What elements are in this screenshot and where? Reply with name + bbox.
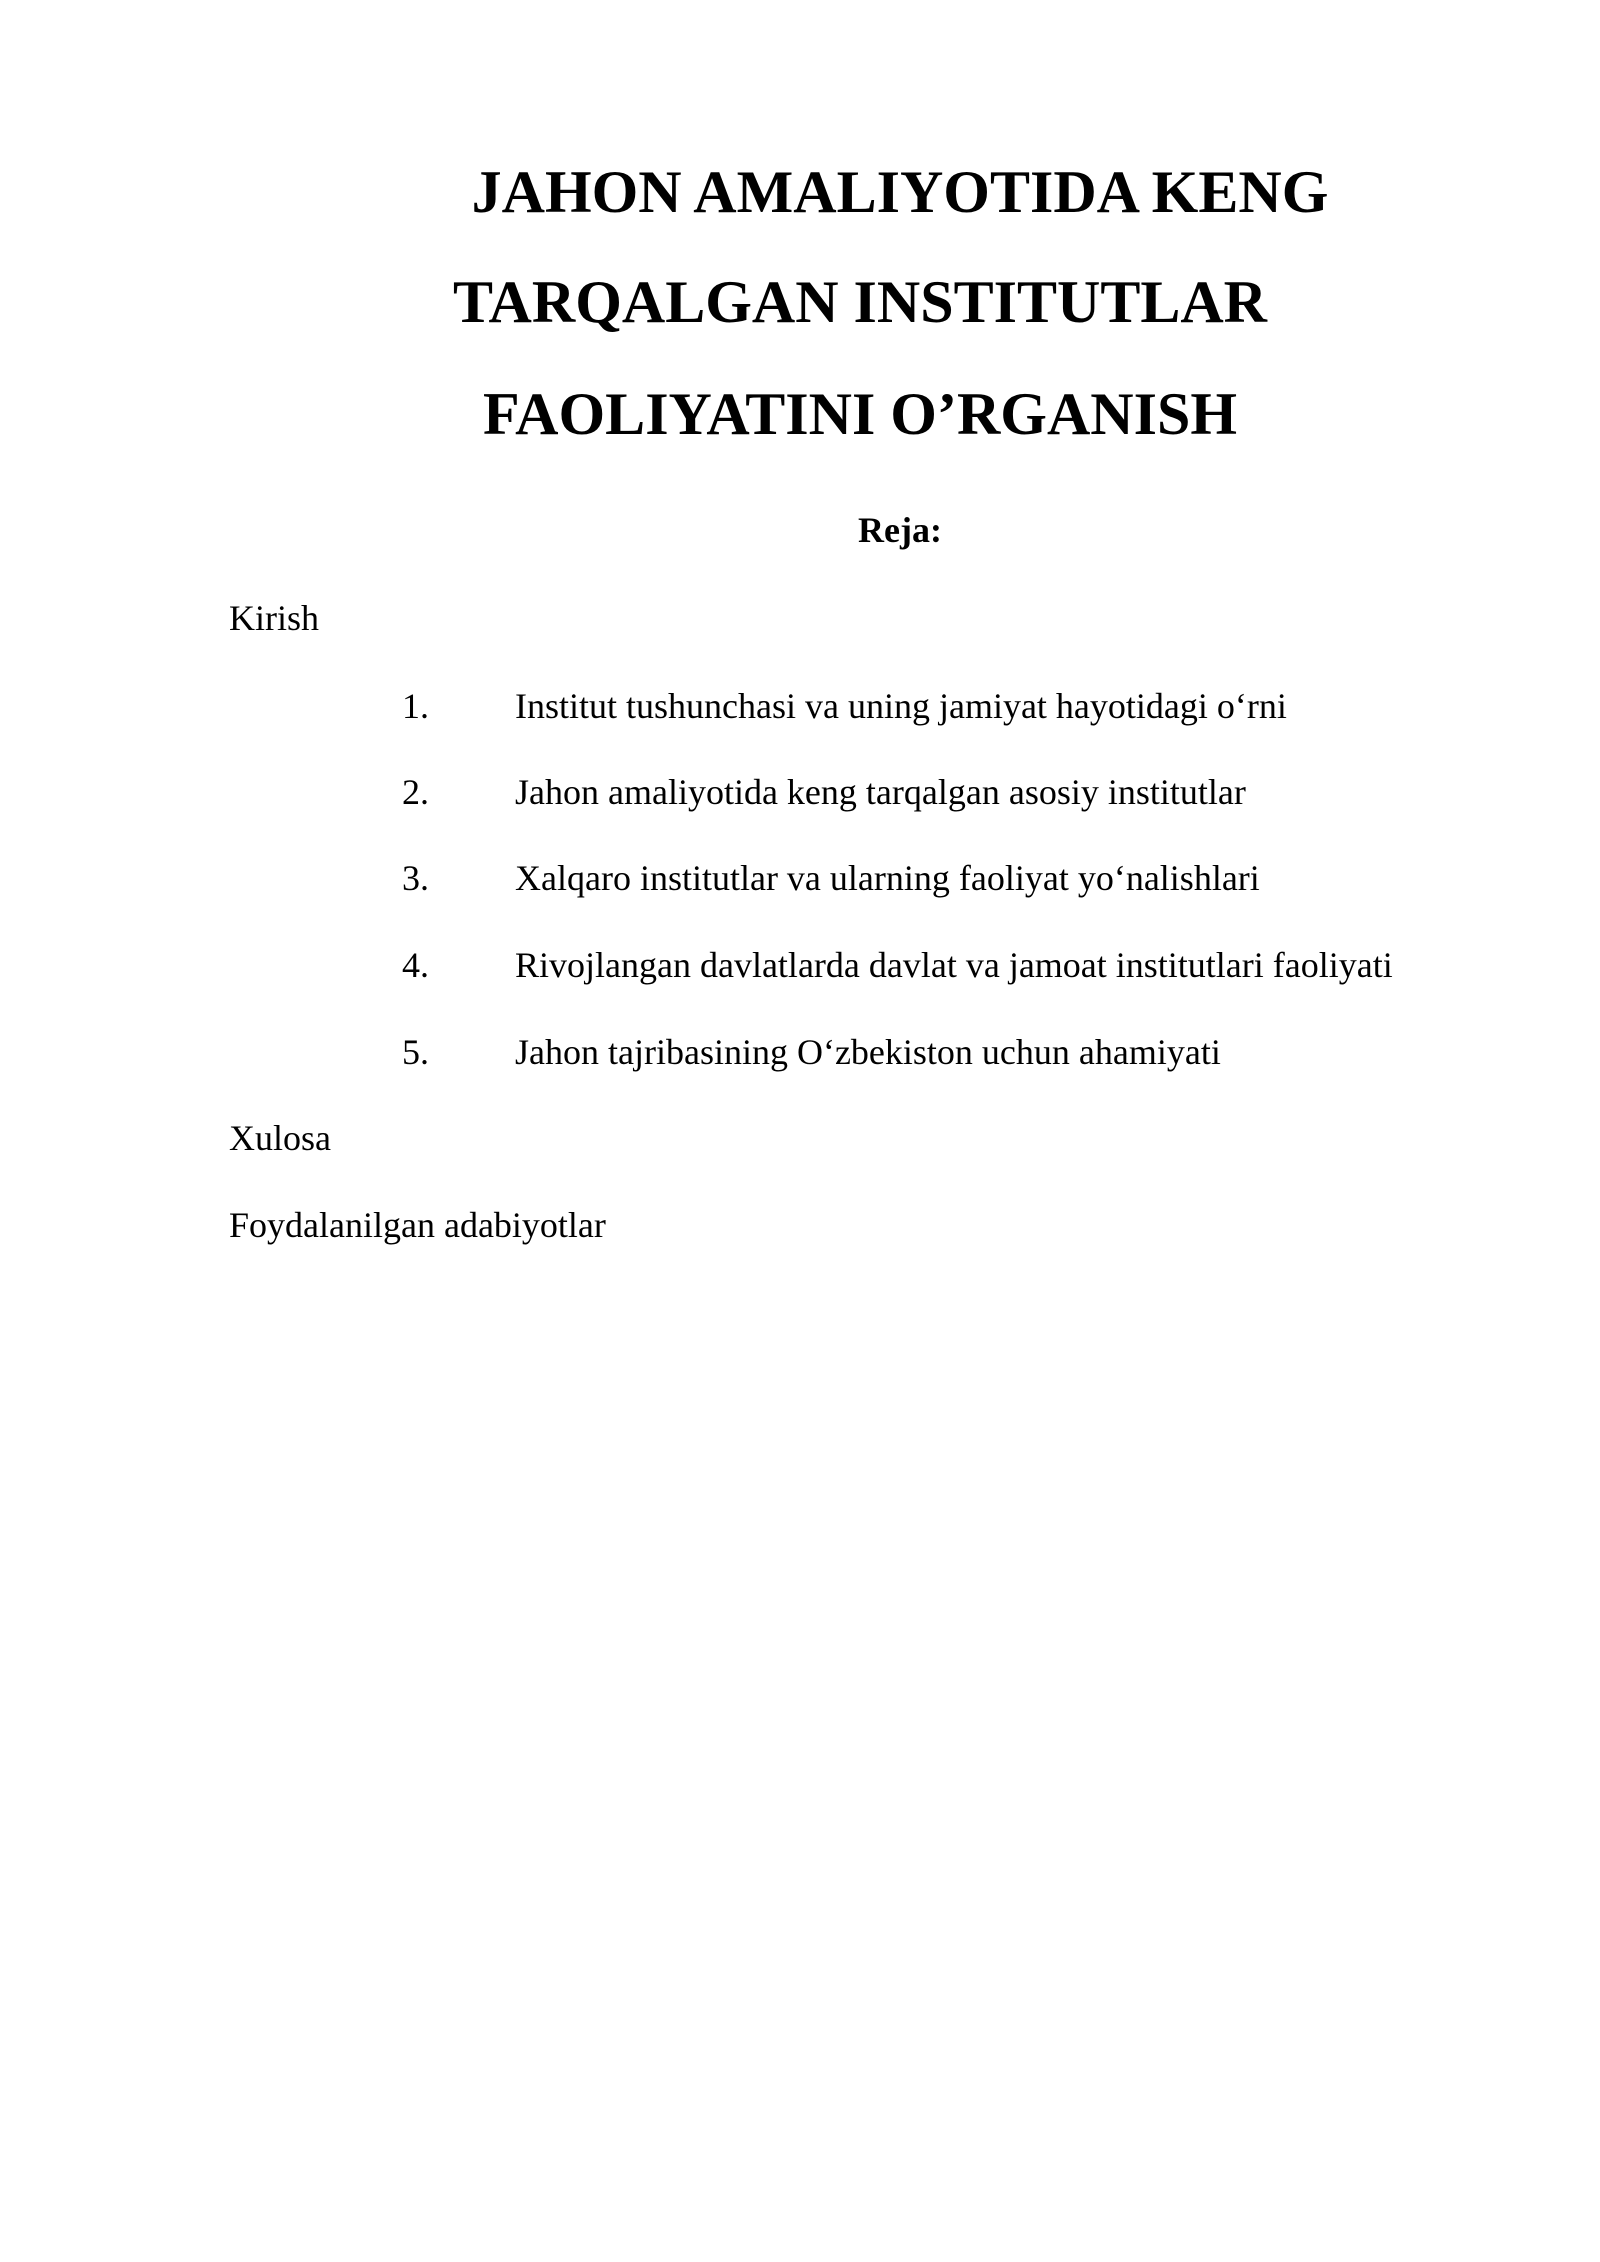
plan-heading: Reja: (858, 510, 942, 550)
conclusion-label: Xulosa (229, 1118, 331, 1158)
plan-item-text: Jahon tajribasining O‘zbekiston uchun ahamiyati (515, 1032, 1221, 1072)
plan-item-number: 1. (402, 686, 429, 726)
title-line-3: FAOLIYATINI O’RGANISH (482, 381, 1237, 447)
intro-label: Kirish (229, 598, 319, 638)
plan-item-text: Institut tushunchasi va uning jamiyat hayotidagi o‘rni (515, 686, 1287, 726)
plan-item-text: Rivojlangan davlatlarda davlat va jamoat institutlari faoliyati (515, 945, 1393, 985)
plan-item-number: 3. (402, 858, 429, 898)
plan-item-number: 2. (402, 772, 429, 812)
plan-item-text: Jahon amaliyotida keng tarqalgan asosiy institutlar (515, 772, 1246, 812)
title-line-2: TARQALGAN INSTITUTLAR (452, 269, 1268, 335)
plan-item-number: 4. (402, 945, 429, 985)
plan-item-number: 5. (402, 1032, 429, 1072)
plan-item-text: Xalqaro institutlar va ularning faoliyat yo‘nalishlari (515, 858, 1260, 898)
references-label: Foydalanilgan adabiyotlar (229, 1205, 606, 1245)
title-line-1: JAHON AMALIYOTIDA KENG (471, 159, 1329, 225)
